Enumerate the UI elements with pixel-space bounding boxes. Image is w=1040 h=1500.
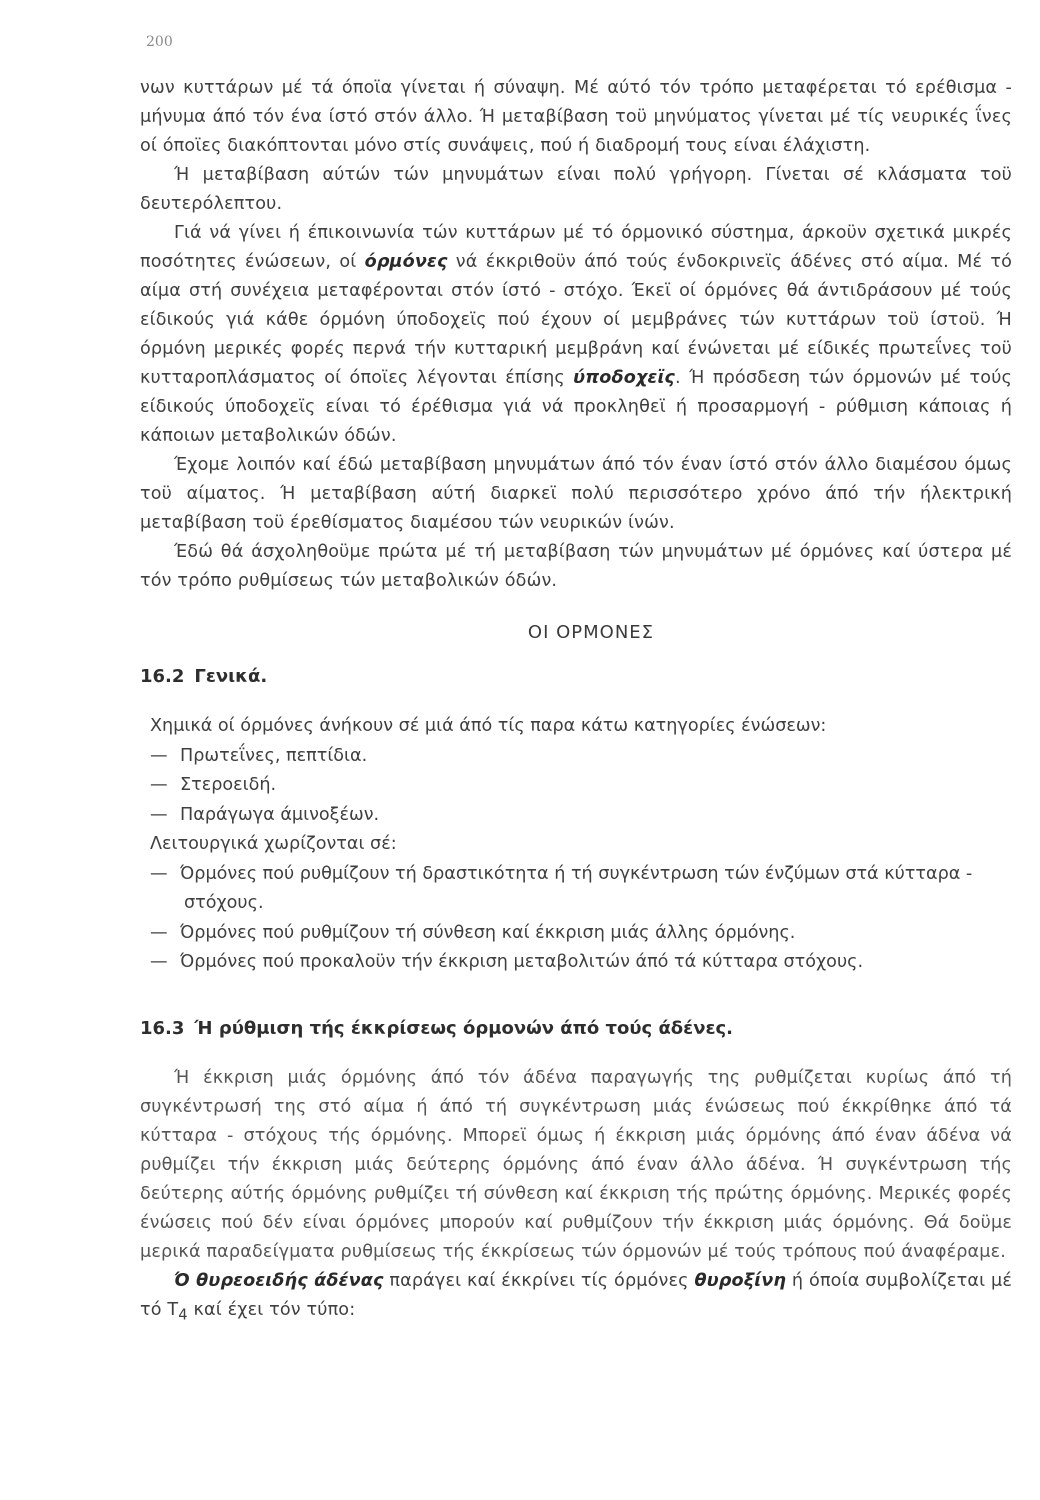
p2-text-d: ή όποία συμβολίζεται μέ τό Τ — [140, 1270, 1012, 1320]
p2-text-b: παράγει καί έκκρίνει τίς όρμόνες — [383, 1270, 695, 1291]
dash-marker: — — [150, 775, 168, 795]
term-thyroxine: θυροξίνη — [694, 1270, 787, 1291]
p2-text-e: καί έχει τόν τύπο: — [187, 1299, 356, 1320]
list-item — [150, 860, 1012, 919]
chapter-heading: ΟΙ ΟΡΜΟΝΕΣ — [527, 622, 655, 643]
list-item-text: Όρμόνες πού ρυθμίζουν τή δραστικότητα ή τή συγκέντρωση τών ένζύμων στά κύτταρα - στόχους. — [180, 863, 973, 913]
section-16-3-heading — [140, 1014, 1012, 1044]
list-item-text: Πρωτεΐνες, πεπτίδια. — [180, 745, 368, 766]
list-item — [150, 771, 1012, 801]
t4-subscript: 4 — [178, 1306, 188, 1324]
chemical-categories-lead: Χημικά οί όρμόνες άνήκουν σέ μιά άπό τίς παρα κάτω κατηγορίες ένώσεων: — [150, 716, 827, 736]
dash-marker: — — [150, 952, 168, 972]
page-number: 200 — [146, 34, 173, 50]
intro-paragraph-3 — [140, 219, 1012, 451]
dash-marker: — — [150, 745, 168, 766]
intro-paragraph-4: Έχομε λοιπόν καί έδώ μεταβίβαση μηνυμάτων άπό τόν έναν ίστό στόν άλλο διαμέσου όμως τοϋ αίματος. Ή μεταβίβαση αύτή διαρκεϊ πολύ περισσότερο χρόνο άπό τήν ήλεκτρική μεταβίβαση τοϋ έρεθίσματος διαμέσου τών νευρικών ίνών. — [140, 455, 1012, 533]
list-item-text: Στεροειδή. — [180, 775, 277, 795]
dash-marker: — — [150, 804, 168, 825]
list-item-text: Όρμόνες πού ρυθμίζουν τή σύνθεση καί έκκριση μιάς άλλης όρμόνης. — [180, 922, 796, 943]
term-receptors: ύποδοχεϊς — [573, 368, 676, 388]
spacer — [140, 978, 1012, 1002]
list-item-text: Παράγωγα άμινοξέων. — [180, 804, 380, 825]
intro-p3-text-e: . Ή πρόσδεση τών όρμονών μέ τούς είδικούς ύποδοχεϊς είναι τό έρέθισμα γιά νά προκληθεϊ ή προσαρμογή - ρύθμιση κάποιας ή κάποιων μεταβολικών όδών. — [140, 368, 1012, 446]
intro-p3-text-c: νά έκκριθοϋν άπό τούς ένδοκρινεϊς άδένες στό αίμα. Μέ τό αίμα στή συνέχεια μεταφέρονται στόν ίστό - στόχο. Έκεϊ οί όρμόνες θά άντιδράσουν μέ τούς είδικούς γιά κάθε όρμόνη ύποδοχεϊς πού έχουν οί μεμβράνες τών κυττάρων τοϋ ίστοϋ. Ή όρμόνη μερικές φορές περνά τήν κυτταρική μεμβράνη καί ένώνεται μέ είδικές πρωτεΐνες τοϋ κυτταροπλάσματος οί όποϊες λέγονται έπίσης — [140, 252, 1013, 388]
chemical-categories-list — [150, 742, 1012, 831]
list-item-text: Όρμόνες πού προκαλοϋν τήν έκκριση μεταβολιτών άπό τά κύτταρα στόχους. — [180, 952, 864, 972]
section-16-2-title: Γενικά. — [194, 666, 268, 687]
dash-marker: — — [150, 922, 168, 943]
section-16-3-paragraph-1: Ή έκκριση μιάς όρμόνης άπό τόν άδένα παραγωγής της ρυθμίζεται κυρίως άπό τή συγκέντρωσή της στό αίμα ή άπό τή συγκέντρωση μιάς ένώσεως πού έκκρίθηκε άπό τά κύτταρα - στόχους τής όρμόνης. Μπορεϊ όμως ή έκκριση μιάς όρμόνης άπό έναν άδένα νά ρυθμίζει τήν έκκριση μιάς δεύτερης όρμόνης άπό έναν άλλο άδένα. Ή συγκέντρωση τής δεύτερης αύτής όρμόνης ρυθμίζει τή σύνθεση καί έκκριση τής πρώτης όρμόνης. Μερικές φορές ένώσεις πού δέν είναι όρμόνες μπορούν καί ρυθμίζουν τήν έκκριση μιάς όρμόνης. Θά δοϋμε μερικά παραδείγματα ρυθμίσεως τής έκκρίσεως τών όρμονών μέ τούς τρόπους πού άναφέραμε. — [140, 1067, 1012, 1262]
page-content — [140, 74, 1012, 1329]
section-16-3-number: 16.3 — [140, 1017, 185, 1039]
dash-marker: — — [150, 863, 168, 884]
section-16-3-paragraph-2 — [140, 1267, 1012, 1330]
section-16-2-number: 16.2 — [140, 666, 185, 687]
intro-paragraph-5: Έδώ θά άσχοληθοϋμε πρώτα μέ τή μεταβίβαση τών μηνυμάτων μέ όρμόνες καί ύστερα μέ τόν τρόπο ρυθμίσεως τών μεταβολικών όδών. — [140, 542, 1012, 591]
list-item — [150, 742, 1012, 772]
intro-p3-text-a: Γιά νά γίνει ή έπικοινωνία τών κυττάρων μέ τό όρμονικό σύστημα, άρκοϋν σχετικά μικρές ποσότητες ένώσεων, οί — [140, 223, 1012, 272]
section-16-3-title: Ή ρύθμιση τής έκκρίσεως όρμονών άπό τούς άδένες. — [194, 1017, 733, 1039]
term-hormones: όρμόνες — [364, 252, 448, 272]
list-item — [150, 948, 1012, 978]
functional-list — [150, 860, 1012, 978]
intro-paragraph-1: νων κυττάρων μέ τά όποϊα γίνεται ή σύναψη. Μέ αύτό τόν τρόπο μεταφέρεται τό ερέθισμα - μήνυμα άπό τόν ένα ίστό στόν άλλο. Ή μεταβίβαση τοϋ μηνύματος γίνεται μέ τίς νευρικές ΐνες οί όποϊες διακόπτονται μόνο στίς συνάψεις, πού ή διαδρομή τους είναι έλάχιστη. — [140, 78, 1012, 156]
list-item — [150, 919, 1012, 949]
section-16-2-heading — [140, 662, 1012, 692]
functional-lead: Λειτουργικά χωρίζονται σέ: — [150, 834, 397, 854]
list-item — [150, 801, 1012, 831]
term-thyroid-gland: Ό θυρεοειδής άδένας — [174, 1270, 384, 1291]
intro-paragraph-2: Ή μεταβίβαση αύτών τών μηνυμάτων είναι πολύ γρήγορη. Γίνεται σέ κλάσματα τοϋ δευτερόλεπτου. — [140, 165, 1012, 214]
